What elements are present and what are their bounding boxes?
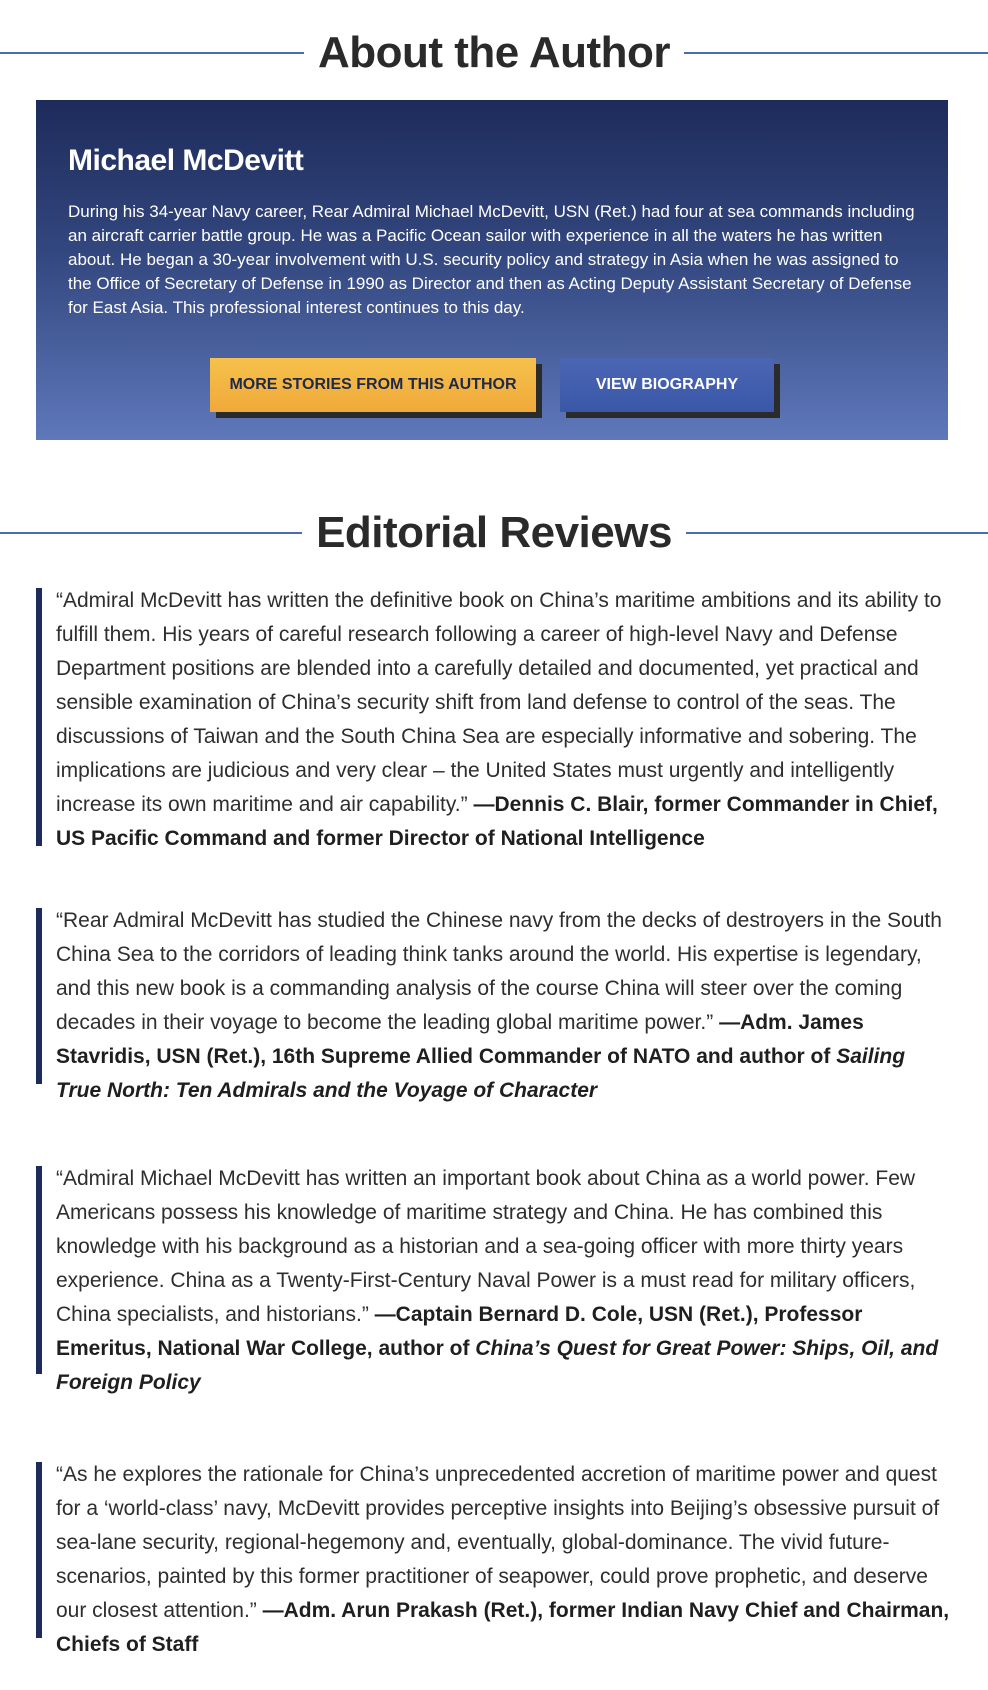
author-button-row [36,358,948,412]
heading-rule-right [686,532,988,534]
about-author-heading [0,28,988,78]
heading-rule-left [0,52,304,54]
heading-rule-left [0,532,302,534]
review-attribution-text: —Captain Bernard D. Cole, USN (Ret.), Professor Emeritus, National War College, author of [56,1303,863,1360]
review-book-title: Sailing True North: Ten Admirals and the Voyage of Character [56,1045,906,1102]
review-quote: “Rear Admiral McDevitt has studied the Chinese navy from the decks of destroyers in the South China Sea to the corridors of leading think tanks around the world. His expertise is legendary, and this new book is a commanding analysis of the course China will steer over the coming decades in their voyage to become the leading global maritime power.” [56,909,942,1034]
review-item [36,904,956,1108]
review-quote: “Admiral Michael McDevitt has written an important book about China as a world power. Few Americans possess his knowledge of maritime strategy and China. He has combined this knowledge with his background as a historian and a sea-going officer with more thirty years experience. China as a Twenty-First-Century Naval Power is a must read for military officers, China specialists, and historians.” [56,1167,916,1326]
author-card [36,100,948,440]
heading-rule-right [684,52,988,54]
review-attribution: —Adm. Arun Prakash (Ret.), former Indian Navy Chief and Chairman, Chiefs of Staff [56,1599,950,1656]
quote-bar [36,588,42,846]
more-stories-button[interactable]: MORE STORIES FROM THIS AUTHOR [210,358,536,412]
review-item [36,1458,956,1662]
author-name: Michael McDevitt [68,144,304,177]
review-attribution-text: —Adm. James Stavridis, USN (Ret.), 16th Supreme Allied Commander of NATO and author of [56,1011,864,1068]
editorial-reviews-title: Editorial Reviews [316,508,672,557]
quote-bar [36,908,42,1084]
review-book-title: China’s Quest for Great Power: Ships, Oil, and Foreign Policy [56,1337,939,1394]
author-bio: During his 34-year Navy career, Rear Admiral Michael McDevitt, USN (Ret.) had four at sea commands including an aircraft carrier battle group. He was a Pacific Ocean sailor with experience in all the waters he has written about. He began a 30-year involvement with U.S. security policy and strategy in Asia when he was assigned to the Office of Secretary of Defense in 1990 as Director and then as Acting Deputy Assistant Secretary of Defense for East Asia. This professional interest continues to this day. [68,202,915,317]
review-item [36,1162,956,1400]
editorial-reviews-heading [0,508,988,558]
review-quote: “Admiral McDevitt has written the definitive book on China’s maritime ambitions and its ability to fulfill them. His years of careful research following a career of high-level Navy and Defense Department positions are blended into a carefully detailed and documented, yet practical and sensible examination of China’s security shift from land defense to control of the seas. The discussions of Taiwan and the South China Sea are especially informative and sobering. The implications are judicious and very clear – the United States must urgently and intelligently increase its own maritime and air capability.” [56,589,942,816]
review-quote: “As he explores the rationale for China’s unprecedented accretion of maritime power and quest for a ‘world-class’ navy, McDevitt provides perceptive insights into Beijing’s obsessive pursuit of sea-lane security, regional-hegemony and, eventually, global-dominance. The vivid future-scenarios, painted by this former practitioner of seapower, could prove prophetic, and deserve our closest attention.” [56,1463,940,1622]
quote-bar [36,1166,42,1374]
review-attribution: —Dennis C. Blair, former Commander in Chief, US Pacific Command and former Director of National Intelligence [56,793,938,850]
review-item [36,584,956,856]
about-author-title: About the Author [317,28,671,77]
view-biography-button[interactable]: VIEW BIOGRAPHY [560,358,774,412]
reviews-list [36,584,956,1662]
quote-bar [36,1462,42,1638]
